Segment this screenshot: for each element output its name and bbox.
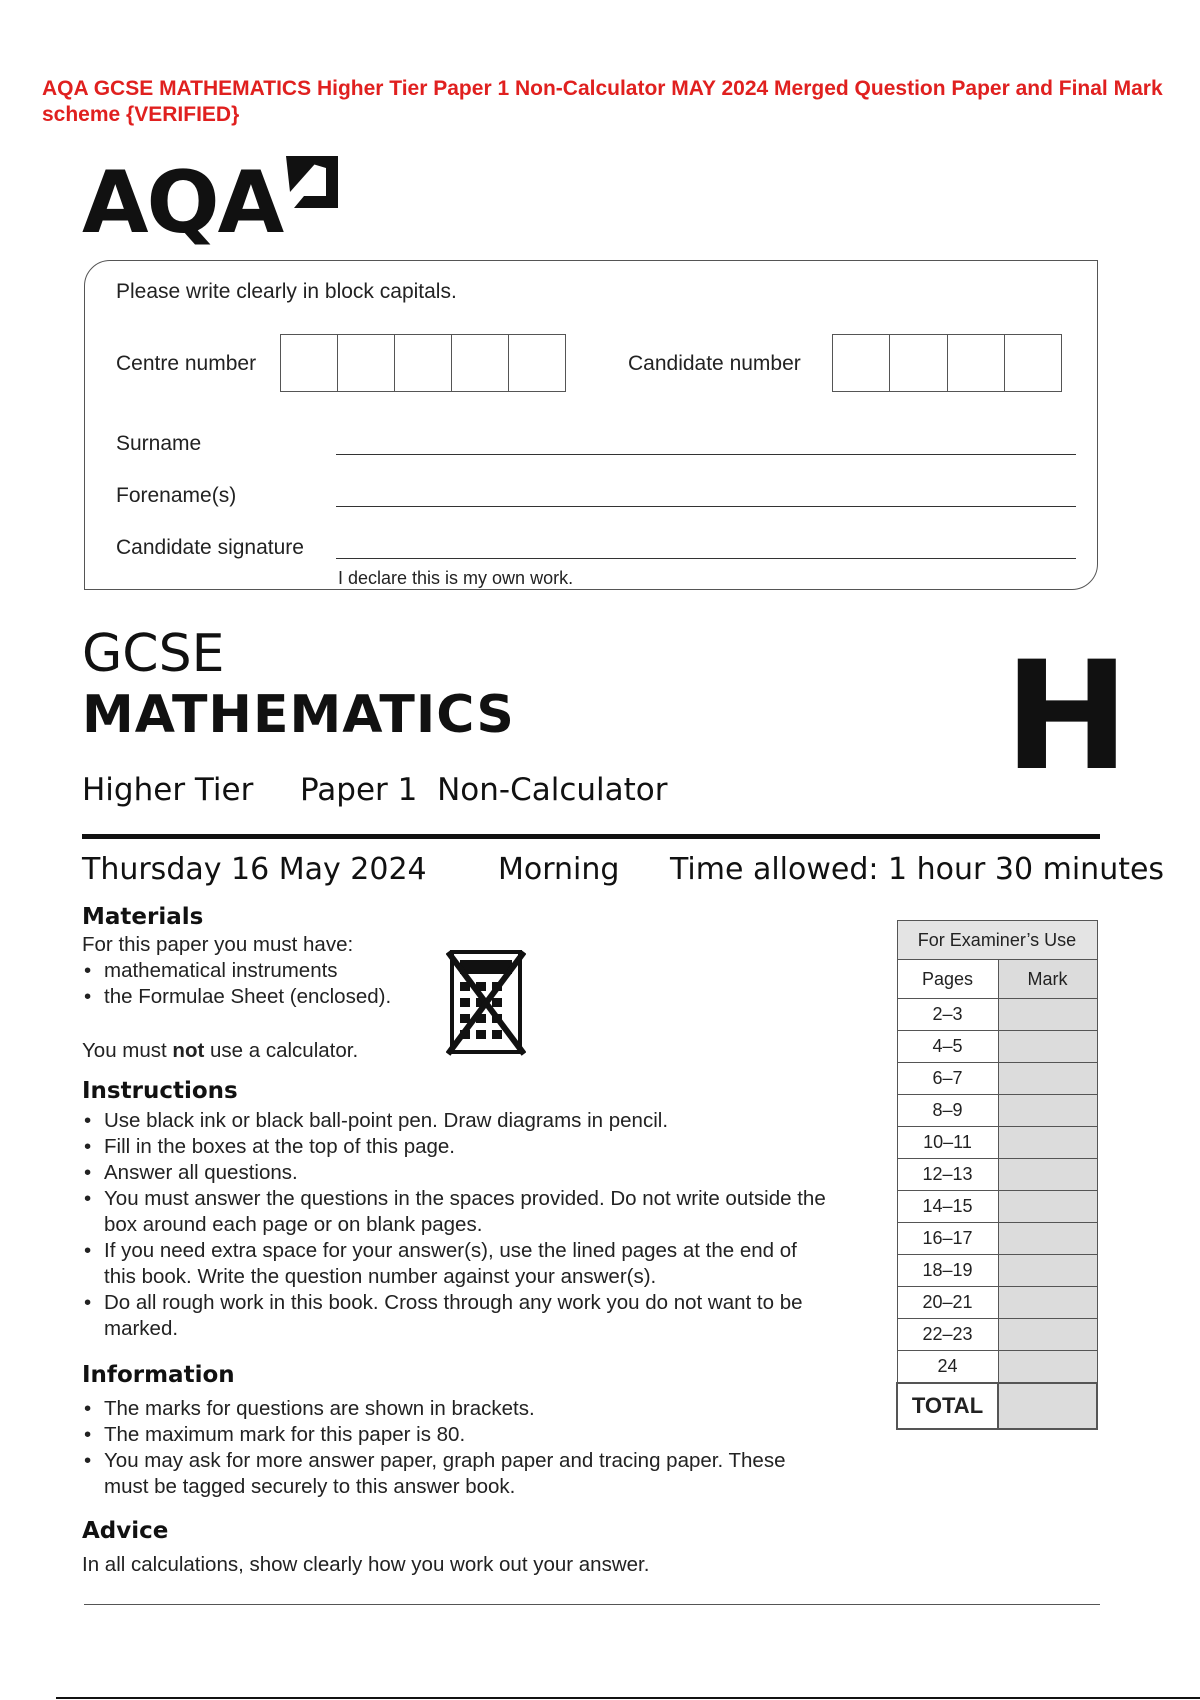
candidate-number-cell[interactable] [890, 335, 947, 391]
instructions-list [82, 1108, 834, 1342]
table-row [897, 1351, 1097, 1384]
table-row [897, 1319, 1097, 1351]
examiner-table-title: For Examiner’s Use [897, 921, 1097, 960]
materials-intro: For this paper you must have: [82, 933, 354, 956]
pages-column-header: Pages [897, 960, 998, 999]
mark-cell [998, 1095, 1097, 1127]
information-item: • The maximum mark for this paper is 80. [82, 1422, 834, 1448]
instruction-item: • Fill in the boxes at the top of this page. [82, 1134, 834, 1160]
table-row [897, 1031, 1097, 1063]
pages-cell: 16–17 [897, 1223, 998, 1255]
materials-item: • mathematical instruments [82, 958, 442, 984]
table-row [897, 1159, 1097, 1191]
table-row [897, 1063, 1097, 1095]
candidate-number-boxes[interactable] [832, 334, 1062, 392]
centre-number-cell[interactable] [395, 335, 452, 391]
total-mark-cell [998, 1383, 1097, 1429]
declaration-text: I declare this is my own work. [338, 568, 574, 588]
tier-letter: H [1004, 630, 1130, 804]
mark-cell [998, 1159, 1097, 1191]
title-divider [82, 834, 1100, 839]
table-total-row [897, 1383, 1097, 1429]
pages-cell: 2–3 [897, 999, 998, 1031]
signature-label: Candidate signature [116, 536, 304, 559]
pages-cell: 6–7 [897, 1063, 998, 1095]
calculator-notice-end: use a calculator. [204, 1039, 359, 1062]
instruction-item: • You must answer the questions in the spaces provided. Do not write outside the box around each page or on blank pages. [82, 1186, 834, 1238]
mark-cell [998, 1127, 1097, 1159]
pages-cell: 10–11 [897, 1127, 998, 1159]
mark-cell [998, 1319, 1097, 1351]
page-bottom-border [56, 1697, 1200, 1699]
advice-heading: Advice [82, 1518, 169, 1544]
table-row [897, 1223, 1097, 1255]
block-capitals-instruction: Please write clearly in block capitals. [116, 280, 457, 303]
examiner-use-table [896, 920, 1098, 1430]
aqa-logo-mark-icon [282, 152, 342, 212]
mark-cell [998, 1063, 1097, 1095]
paper-label: Paper 1 Non-Calculator [300, 772, 668, 808]
document-title: AQA GCSE MATHEMATICS Higher Tier Paper 1 Non-Calculator MAY 2024 Merged Question Paper and Final Mark scheme {VERIFIED} [42, 77, 1163, 126]
table-row [897, 1191, 1097, 1223]
candidate-number-cell[interactable] [948, 335, 1005, 391]
centre-number-boxes[interactable] [280, 334, 566, 392]
calculator-notice [82, 1038, 358, 1064]
pages-cell: 18–19 [897, 1255, 998, 1287]
exam-session: Morning [498, 852, 620, 887]
surname-field[interactable] [336, 454, 1076, 455]
subject-title: MATHEMATICS [82, 685, 515, 745]
materials-section [82, 932, 442, 1010]
pages-cell: 24 [897, 1351, 998, 1384]
table-row [897, 1287, 1097, 1319]
mark-cell [998, 999, 1097, 1031]
calculator-notice-bold: not [172, 1039, 205, 1062]
instruction-item: • Answer all questions. [82, 1160, 834, 1186]
advice-text: In all calculations, show clearly how you work out your answer. [82, 1553, 650, 1576]
instruction-item: • Do all rough work in this book. Cross through any work you do not want to be marked. [82, 1290, 834, 1342]
aqa-logo-text: AQA [82, 153, 283, 253]
footer-divider [84, 1604, 1100, 1605]
calculator-notice-start: You must [82, 1039, 173, 1062]
materials-heading: Materials [82, 904, 204, 930]
pages-cell: 14–15 [897, 1191, 998, 1223]
candidate-number-cell[interactable] [1005, 335, 1061, 391]
total-label: TOTAL [897, 1383, 998, 1429]
pages-cell: 8–9 [897, 1095, 998, 1127]
forename-label: Forename(s) [116, 484, 237, 507]
candidate-number-label: Candidate number [628, 352, 801, 375]
centre-number-cell[interactable] [452, 335, 509, 391]
instruction-item: • If you need extra space for your answer(s), use the lined pages at the end of this book. Write the question number against your answer(s). [82, 1238, 834, 1290]
mark-cell [998, 1255, 1097, 1287]
information-item: • The marks for questions are shown in brackets. [82, 1396, 834, 1422]
table-row [897, 1095, 1097, 1127]
table-row [897, 1255, 1097, 1287]
centre-number-cell[interactable] [509, 335, 565, 391]
time-allowed: Time allowed: 1 hour 30 minutes [670, 852, 1165, 887]
mark-cell [998, 1223, 1097, 1255]
table-row [897, 1127, 1097, 1159]
information-heading: Information [82, 1362, 235, 1388]
centre-number-label: Centre number [116, 352, 257, 375]
information-list [82, 1396, 834, 1500]
pages-cell: 4–5 [897, 1031, 998, 1063]
instructions-heading: Instructions [82, 1078, 238, 1104]
exam-date: Thursday 16 May 2024 [82, 852, 427, 887]
tier-label: Higher Tier [82, 772, 254, 808]
information-item: • You may ask for more answer paper, graph paper and tracing paper. These must be tagged securely to this answer book. [82, 1448, 834, 1500]
surname-label: Surname [116, 432, 202, 455]
pages-cell: 12–13 [897, 1159, 998, 1191]
no-calculator-icon [446, 950, 526, 1056]
pages-cell: 20–21 [897, 1287, 998, 1319]
mark-cell [998, 1191, 1097, 1223]
forename-field[interactable] [336, 506, 1076, 507]
centre-number-cell[interactable] [281, 335, 338, 391]
materials-item: • the Formulae Sheet (enclosed). [82, 984, 442, 1010]
qualification-title: GCSE [82, 624, 225, 684]
candidate-number-cell[interactable] [833, 335, 890, 391]
mark-cell [998, 1031, 1097, 1063]
mark-cell [998, 1351, 1097, 1384]
signature-field[interactable] [336, 558, 1076, 559]
mark-cell [998, 1287, 1097, 1319]
mark-column-header: Mark [998, 960, 1097, 999]
centre-number-cell[interactable] [338, 335, 395, 391]
table-row [897, 999, 1097, 1031]
pages-cell: 22–23 [897, 1319, 998, 1351]
instruction-item: • Use black ink or black ball-point pen. Draw diagrams in pencil. [82, 1108, 834, 1134]
